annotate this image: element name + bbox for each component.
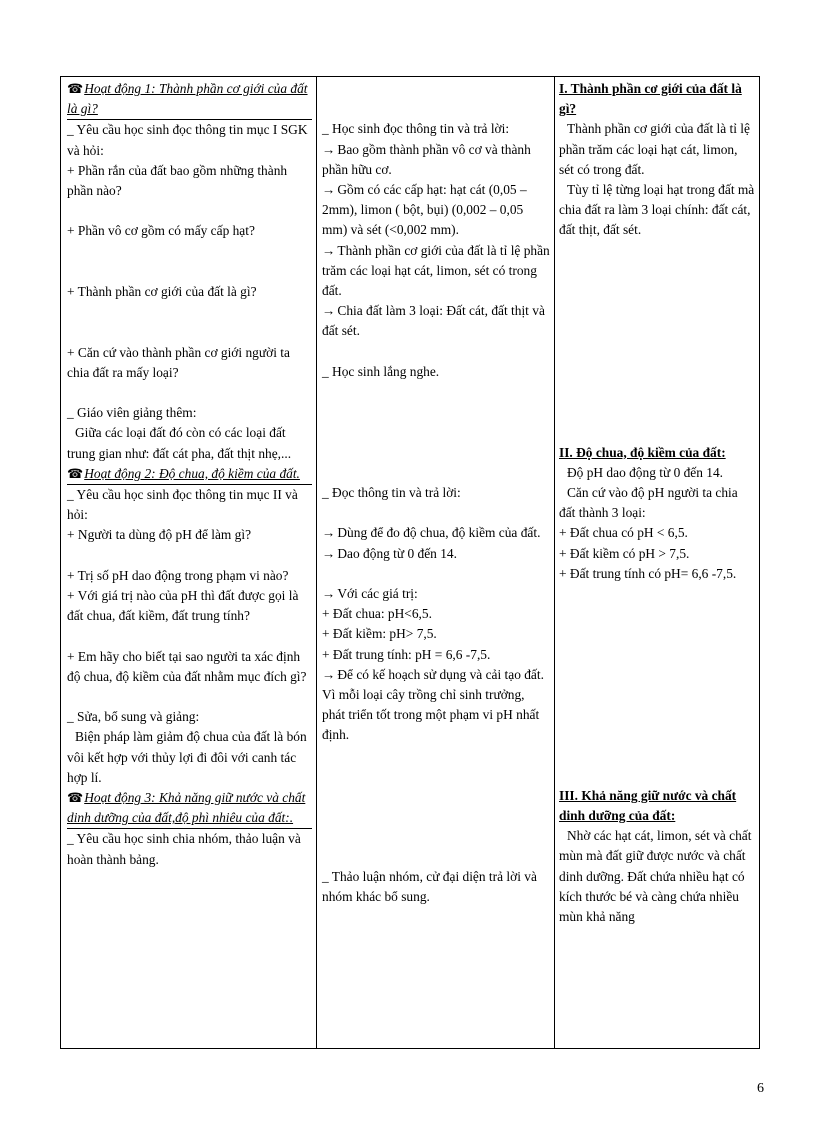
activity-1-title: Hoạt động 1: Thành phần cơ giới của đất là gì? <box>67 81 308 117</box>
teacher-question: + Phần rắn của đất bao gồm những thành phần nào? <box>67 162 288 199</box>
section-text: Thành phần cơ giới của đất là tỉ lệ phần trăm các loại hạt cát, limon, sét có trong đất. <box>559 121 750 177</box>
student-answer: → Để có kế hoạch sử dụng và cải tạo đất. Vì mỗi loại cây trồng chỉ sinh trưởng, phát triển tốt trong một phạm vi pH nhất định. <box>322 666 544 743</box>
section-text: Tùy tỉ lệ từng loại hạt trong đất mà chia đất ra làm 3 loại chính: đất cát, đất thịt, đất sét. <box>559 182 755 238</box>
section-list-item: + Đất chua có pH < 6,5. <box>559 525 688 541</box>
section-list-item: + Đất trung tính có pH= 6,6 -7,5. <box>559 565 737 581</box>
student-answer: → Thành phần cơ giới của đất là tỉ lệ phần trăm các loại hạt cát, limon, sét có trong đất. <box>322 242 550 298</box>
teacher-activity-column <box>61 77 316 1048</box>
teacher-question: _ Yêu cầu học sinh chia nhóm, thảo luận và hoàn thành bảng. <box>67 831 301 867</box>
student-answer: _ Học sinh lắng nghe. <box>322 363 440 379</box>
arrow-right-icon: → <box>322 585 336 601</box>
lesson-content-column <box>555 77 759 1048</box>
section-text: Độ pH dao động từ 0 đến 14. <box>567 464 724 480</box>
teacher-question: + Với giá trị nào của pH thì đất được gọi là đất chua, đất kiềm, đất trung tính? <box>67 587 299 624</box>
phone-icon: ☎ <box>67 789 84 805</box>
student-answer: → Bao gồm thành phần vô cơ và thành phần hữu cơ. <box>322 141 531 177</box>
student-answer: _ Thảo luận nhóm, cử đại diện trả lời và nhóm khác bổ sung. <box>322 868 537 904</box>
activity-3-title: Hoạt động 3: Khả năng giữ nước và chất dinh dưỡng của đất,độ phì nhiêu của đất:. <box>67 789 306 826</box>
teacher-question: + Thành phần cơ giới của đất là gì? <box>67 283 257 299</box>
student-activity-cell <box>317 77 555 1049</box>
lesson-table <box>60 76 760 1049</box>
teacher-note: Biện pháp làm giảm độ chua của đất là bón vôi kết hợp với thủy lợi đi đôi với canh tác hợp lí. <box>67 729 307 785</box>
teacher-activity-cell <box>61 77 317 1049</box>
activity-2-title: Hoạt động 2: Độ chua, độ kiềm của đất. <box>84 465 300 481</box>
section-2-title: II. Độ chua, độ kiềm của đất: <box>559 444 726 460</box>
arrow-right-icon: → <box>322 181 336 197</box>
teacher-question: + Căn cứ vào thành phần cơ giới người ta chia đất ra mấy loại? <box>67 344 290 380</box>
section-text: Căn cứ vào độ pH người ta chia đất thành 3 loại: <box>559 484 738 521</box>
teacher-note: Giữa các loại đất đó còn có các loại đất trung gian như: đất cát pha, đất thịt nhẹ,... <box>67 425 292 461</box>
teacher-question: + Trị số pH dao động trong phạm vi nào? <box>67 567 289 583</box>
teacher-question: _ Yêu cầu học sinh đọc thông tin mục II và hỏi: <box>67 486 298 523</box>
section-list-item: + Đất kiềm có pH > 7,5. <box>559 545 690 561</box>
student-answer: → Dao động từ 0 đến 14. <box>322 545 457 561</box>
lesson-content-cell <box>555 77 760 1049</box>
student-activity-column <box>317 77 554 1048</box>
activity-1-heading <box>67 79 312 120</box>
phone-icon: ☎ <box>67 465 84 481</box>
activity-3-heading <box>67 788 312 829</box>
teacher-note: _ Sửa, bổ sung và giảng: <box>67 709 200 725</box>
arrow-right-icon: → <box>322 141 336 157</box>
arrow-right-icon: → <box>322 525 336 541</box>
section-text: Nhờ các hạt cát, limon, sét và chất mùn mà đất giữ được nước và chất dinh dưỡng. Đất chứa nhiều hạt có kích thước bé và càng chứa nhiều mùn khả năng <box>559 828 752 925</box>
activity-2-heading <box>67 464 312 485</box>
student-answer: → Gồm có các cấp hạt: hạt cát (0,05 – 2mm), limon ( bột, bụi) (0,002 – 0,05 mm) và sét (<0,002 mm). <box>322 181 527 238</box>
teacher-note: _ Giáo viên giảng thêm: <box>67 405 197 421</box>
student-answer: → Với các giá trị: <box>322 585 418 601</box>
student-answer: _ Đọc thông tin và trả lời: <box>322 484 461 500</box>
arrow-right-icon: → <box>322 303 336 319</box>
teacher-question: + Người ta dùng độ pH để làm gì? <box>67 527 252 543</box>
student-answer: → Chia đất làm 3 loại: Đất cát, đất thịt và đất sét. <box>322 303 545 339</box>
arrow-right-icon: → <box>322 242 336 258</box>
student-answer: + Đất kiềm: pH> 7,5. <box>322 626 437 642</box>
teacher-question: + Em hãy cho biết tại sao người ta xác định độ chua, độ kiềm của đất nhằm mục đích gì? <box>67 648 307 684</box>
section-3-title: III. Khả năng giữ nước và chất dinh dưỡng của đất: <box>559 787 737 823</box>
page-number: 6 <box>757 1081 764 1096</box>
student-answer: + Đất trung tính: pH = 6,6 -7,5. <box>322 646 491 662</box>
student-answer: → Dùng để đo độ chua, độ kiềm của đất. <box>322 525 541 541</box>
arrow-right-icon: → <box>322 545 336 561</box>
phone-icon: ☎ <box>67 81 84 96</box>
student-answer: + Đất chua: pH<6,5. <box>322 606 432 622</box>
arrow-right-icon: → <box>322 666 336 682</box>
teacher-question: _ Yêu cầu học sinh đọc thông tin mục I SGK và hỏi: <box>67 122 308 158</box>
table-row <box>61 77 760 1049</box>
section-1-title: I. Thành phần cơ giới của đất là gì? <box>559 81 742 117</box>
teacher-question: + Phần vô cơ gồm có mấy cấp hạt? <box>67 223 255 239</box>
student-answer: _ Học sinh đọc thông tin và trả lời: <box>322 121 510 137</box>
